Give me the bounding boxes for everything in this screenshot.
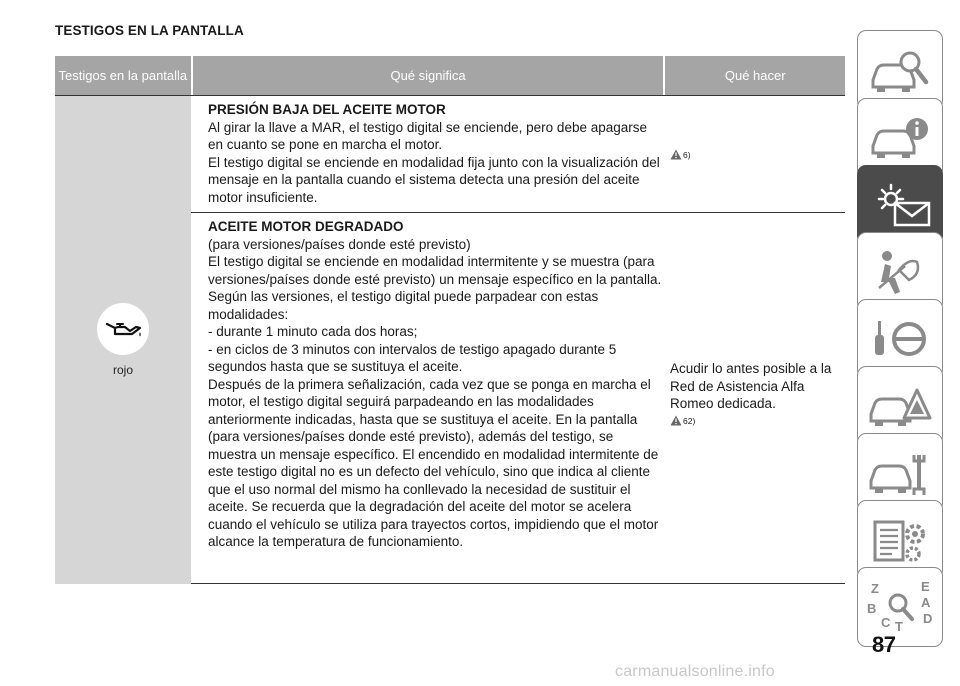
car-info-icon bbox=[865, 110, 935, 166]
alphabetical-index-icon bbox=[865, 579, 935, 635]
warning-light-message-icon bbox=[865, 177, 935, 233]
svg-text:T: T bbox=[895, 619, 903, 634]
table-row bbox=[191, 96, 845, 213]
oil-pressure-icon bbox=[97, 303, 149, 355]
table-rows bbox=[191, 96, 845, 584]
row-description bbox=[191, 213, 663, 583]
warning-ref-number: 6) bbox=[683, 149, 691, 160]
row-heading: PRESIÓN BAJA DEL ACEITE MOTOR bbox=[208, 102, 446, 117]
page-number: 87 bbox=[872, 632, 896, 657]
svg-text:D: D bbox=[923, 611, 933, 626]
header-meaning: Qué significa bbox=[193, 56, 664, 95]
lamp-color-label: rojo bbox=[112, 363, 133, 377]
table-row bbox=[191, 213, 845, 584]
lamp-cell bbox=[55, 96, 191, 584]
header-lights: Testigos en la pantalla bbox=[55, 56, 191, 95]
row-action bbox=[663, 213, 845, 583]
car-triangle-icon bbox=[865, 378, 935, 434]
warning-reference[interactable] bbox=[670, 149, 691, 160]
row-text: Al girar la llave a MAR, el testigo digital se enciende, pero debe apagarse en cuanto se pone en marcha el motor. El testigo digital se enciende en modalidad fija junto con la visualización del mensaje en la pantalla cuando el sistema detecta una presión del aceite motor insuficiente. bbox=[208, 119, 660, 205]
warning-reference[interactable] bbox=[670, 415, 695, 426]
table-header bbox=[55, 56, 845, 96]
warning-triangle-icon bbox=[670, 149, 682, 160]
svg-text:C: C bbox=[881, 615, 891, 630]
header-action: Qué hacer bbox=[665, 56, 845, 95]
warning-lights-table bbox=[55, 56, 845, 584]
key-steering-wheel-icon bbox=[865, 311, 935, 367]
svg-text:B: B bbox=[867, 601, 877, 616]
section-title: TESTIGOS EN LA PANTALLA bbox=[55, 23, 244, 38]
svg-text:Z: Z bbox=[871, 581, 879, 596]
warning-triangle-icon bbox=[670, 415, 682, 426]
watermark: carmanualsonline.info bbox=[615, 663, 775, 680]
seat-airbag-icon bbox=[865, 244, 935, 300]
row-action bbox=[663, 96, 845, 212]
row-description bbox=[191, 96, 663, 212]
car-magnifier-icon bbox=[865, 42, 935, 98]
svg-text:A: A bbox=[921, 595, 931, 610]
warning-ref-number: 62) bbox=[683, 415, 696, 426]
car-wrench-icon bbox=[865, 445, 935, 501]
specs-gears-icon bbox=[865, 512, 935, 568]
table-body bbox=[55, 96, 845, 584]
row-heading: ACEITE MOTOR DEGRADADO bbox=[208, 219, 404, 234]
svg-text:E: E bbox=[921, 579, 930, 594]
tab-index[interactable] bbox=[857, 567, 943, 647]
row-text: (para versiones/países donde esté previsto) El testigo digital se enciende en modalidad intermitente y se muestra (para versiones/países donde esté previsto) un mensaje específico en la pantalla. Según las versiones, el testigo digital puede parpadear con estas modalidades: - durante 1 minuto cada dos horas; - en ciclos de 3 minutos con intervalos de testigo apagado durante 5 segundos hasta que se sustituya el aceite. Después de la primera señalización, cada vez que se ponga en marcha el motor, el testigo digital seguirá parpadeando en las modalidades anteriormente indicadas, hasta que se sustituya el aceite. En la pantalla (para versiones/países donde esté previsto), además del testigo, se muestra un mensaje específico. El encendido en modalidad intermitente de este testigo digital no es un defecto del vehículo, sino que indica al cliente que el uso normal del mismo ha conllevado la necesidad de sustituir el aceite. Se recuerda que la degradación del aceite del motor se acelera cuando el vehículo se utiliza para trayectos cortos, impidiendo que el motor alcance la temperatura de funcionamiento. bbox=[208, 236, 662, 549]
action-text: Acudir lo antes posible a la Red de Asistencia Alfa Romeo dedicada. bbox=[670, 361, 832, 411]
